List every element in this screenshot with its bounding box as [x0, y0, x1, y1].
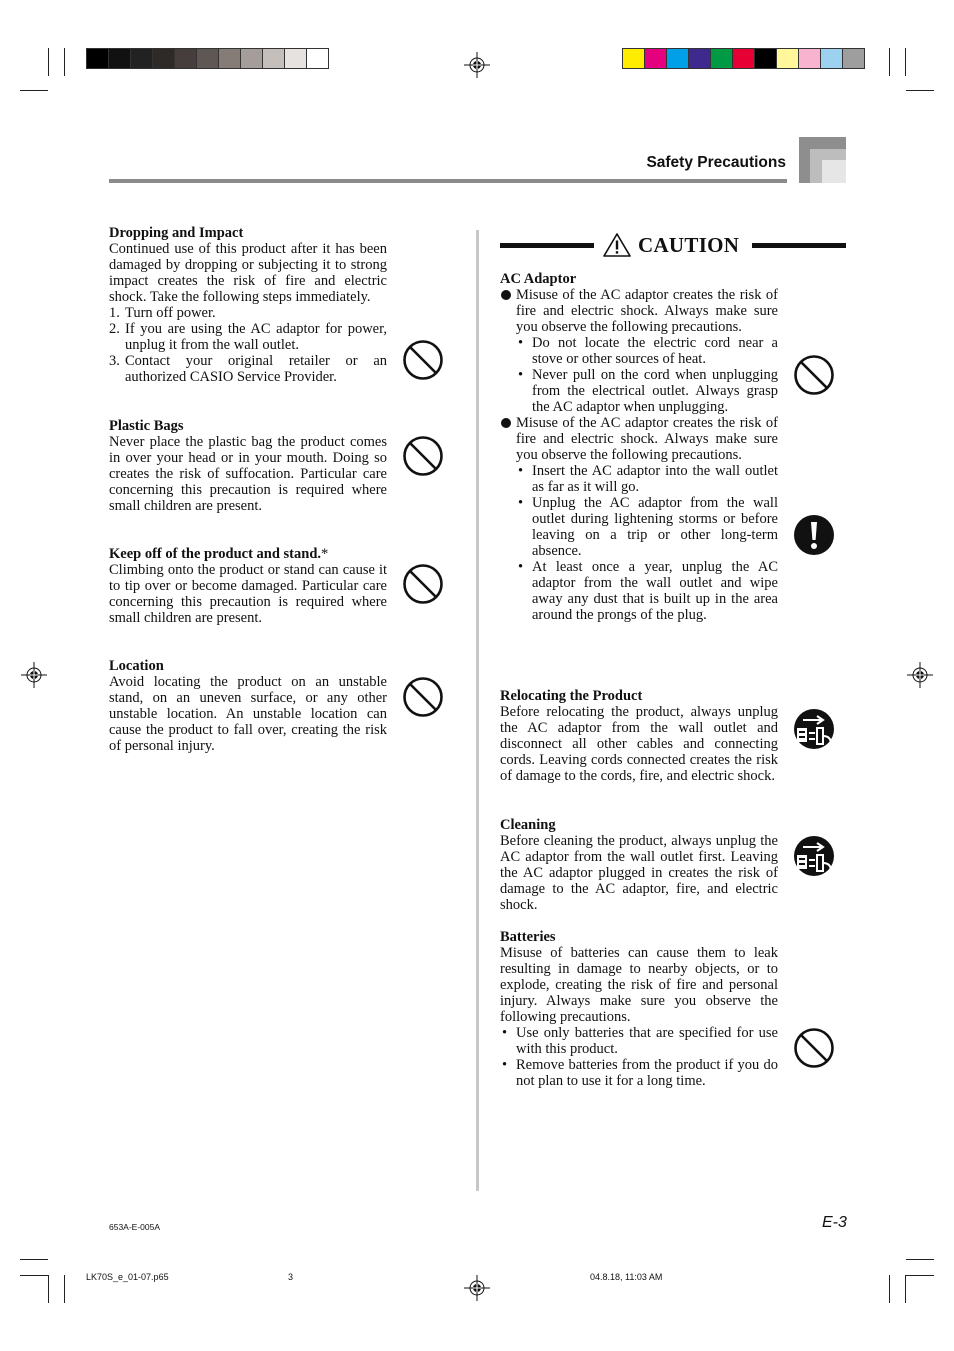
exclamation-icon — [793, 514, 835, 556]
color-swatch — [622, 48, 645, 69]
section-heading: Location — [109, 658, 164, 674]
batteries-list — [500, 1025, 778, 1089]
registration-mark-icon — [21, 662, 47, 688]
color-swatch — [196, 48, 219, 69]
step-number: 1. — [109, 305, 120, 321]
step-number: 2. — [109, 321, 120, 337]
color-swatch — [262, 48, 285, 69]
bullet: • — [518, 559, 524, 575]
document-code: 653A-E-005A — [109, 1222, 161, 1232]
caution-rule-right — [752, 243, 846, 248]
section-body: Climbing onto the product or stand can cause it to tip over or become damaged. Particular care concerning this precaution is required where small children are present. — [109, 562, 387, 626]
color-swatch — [776, 48, 799, 69]
bullet: • — [518, 335, 524, 351]
item-text: Remove batteries from the product if you do not plan to use it for a long time. — [516, 1057, 778, 1089]
list-item — [500, 287, 778, 415]
section-body: Before relocating the product, always unplug the AC adaptor from the wall outlet and disconnect all other cables and connecting cords. Leaving cords connected creates the risk of damage to the cords, fire, and electric shock. — [500, 704, 778, 784]
sub-list — [516, 335, 778, 415]
list-item — [516, 335, 778, 367]
section-heading: AC Adaptor — [500, 271, 577, 287]
section-ac-adaptor — [500, 271, 778, 623]
list-item — [500, 1057, 778, 1089]
heading-text: Keep off of the product and stand. — [109, 546, 322, 562]
list-item — [500, 1025, 778, 1057]
header-rule — [109, 179, 787, 183]
color-swatch — [108, 48, 131, 69]
section-body: Misuse of batteries can cause them to leak resulting in damage to nearby objects, or to explode, creating the risk of fire and personal injury. Always make sure you observe the following precautions. — [500, 945, 778, 1025]
sub-list — [516, 463, 778, 623]
step-text: Contact your original retailer or an authorized CASIO Service Provider. — [125, 353, 387, 385]
color-swatch — [666, 48, 689, 69]
color-bar — [622, 48, 865, 69]
section-dropping — [109, 225, 387, 385]
prohibited-icon — [402, 339, 444, 381]
section-heading — [109, 546, 387, 562]
list-item — [516, 463, 778, 495]
section-heading: Dropping and Impact — [109, 225, 244, 241]
bullet-dot — [501, 418, 511, 428]
list-item — [109, 305, 387, 321]
sub-item-text: Do not locate the electric cord near a stove or other sources of heat. — [532, 335, 778, 367]
section-heading: Batteries — [500, 929, 556, 945]
sub-item-text: Unplug the AC adaptor from the wall outlet during lightening storms or before leaving on a trip or other long-term absence. — [532, 495, 778, 559]
unplug-icon — [793, 835, 835, 877]
section-cleaning — [500, 817, 778, 913]
steps-list — [109, 305, 387, 385]
section-plastic-bags — [109, 418, 387, 514]
color-swatch — [644, 48, 667, 69]
prohibited-icon — [402, 676, 444, 718]
caution-title: CAUTION — [638, 233, 740, 257]
color-swatch — [240, 48, 263, 69]
item-text: Use only batteries that are specified for use with this product. — [516, 1025, 778, 1057]
section-body: Avoid locating the product on an unstable stand, on an uneven surface, or any other unstable location. An unstable location can cause the product to fall over, creating the risk of personal injury. — [109, 674, 387, 754]
bullet: • — [518, 495, 524, 511]
sub-item-text: Never pull on the cord when unplugging from the electrical outlet. Always grasp the AC adaptor when unplugging. — [532, 367, 778, 415]
slug-filename: LK70S_e_01-07.p65 — [86, 1272, 169, 1282]
color-swatch — [152, 48, 175, 69]
step-number: 3. — [109, 353, 120, 369]
color-swatch — [754, 48, 777, 69]
prohibited-icon — [793, 1027, 835, 1069]
bullet: • — [502, 1057, 508, 1073]
color-swatch — [688, 48, 711, 69]
page-number: E-3 — [822, 1214, 847, 1231]
sub-item-text: At least once a year, unplug the AC adaptor from the wall outlet and wipe away any dust that is built up in the area around the prongs of the plug. — [532, 559, 778, 623]
item-text: Misuse of the AC adaptor creates the risk of fire and electric shock. Always make sure you observe the following precautions. — [516, 415, 778, 463]
section-heading: Relocating the Product — [500, 688, 643, 704]
caution-banner — [500, 232, 846, 260]
section-body: Continued use of this product after it has been damaged by dropping or subjecting it to strong impact creates the risk of fire and electric shock. Take the following steps immediately. — [109, 241, 387, 305]
color-swatch — [798, 48, 821, 69]
section-heading: Cleaning — [500, 817, 556, 833]
prohibited-icon — [402, 563, 444, 605]
caution-rule-left — [500, 243, 594, 248]
color-swatch — [820, 48, 843, 69]
step-text: Turn off power. — [125, 305, 216, 321]
color-swatch — [86, 48, 109, 69]
section-body: Before cleaning the product, always unplug the AC adaptor from the wall outlet first. Leaving the AC adaptor plugged in creates the risk of damage to the AC adaptor, fire, and electric shock. — [500, 833, 778, 913]
section-tab-light — [822, 160, 846, 183]
color-swatch — [710, 48, 733, 69]
bullet: • — [518, 463, 524, 479]
section-keep-off — [109, 546, 387, 626]
color-swatch — [732, 48, 755, 69]
bullet: • — [502, 1025, 508, 1041]
registration-mark-icon — [464, 1275, 490, 1301]
section-body: Never place the plastic bag the product comes in over your head or in your mouth. Doing so creates the risk of suffocation. Particular care concerning this precaution is required where small children are present. — [109, 434, 387, 514]
color-swatch — [284, 48, 307, 69]
list-item — [500, 415, 778, 623]
list-item — [516, 559, 778, 623]
color-swatch — [218, 48, 241, 69]
prohibited-icon — [402, 435, 444, 477]
section-location — [109, 658, 387, 754]
slug-datetime: 04.8.18, 11:03 AM — [590, 1272, 663, 1282]
asterisk: * — [321, 546, 329, 562]
color-swatch — [842, 48, 865, 69]
item-text: Misuse of the AC adaptor creates the risk of fire and electric shock. Always make sure you observe the following precautions. — [516, 287, 778, 335]
list-item — [109, 353, 387, 385]
list-item — [516, 367, 778, 415]
color-swatch — [130, 48, 153, 69]
warning-triangle-icon — [603, 233, 631, 257]
bullet: • — [518, 367, 524, 383]
color-swatch — [306, 48, 329, 69]
prohibited-icon — [793, 354, 835, 396]
unplug-icon — [793, 708, 835, 750]
section-relocating — [500, 688, 778, 784]
step-text: If you are using the AC adaptor for power, unplug it from the wall outlet. — [125, 321, 387, 353]
section-batteries — [500, 929, 778, 1089]
page-title: Safety Precautions — [646, 154, 786, 171]
bullet-dot — [501, 290, 511, 300]
column-divider — [476, 230, 479, 1191]
gray-scale-bar — [86, 48, 329, 69]
sub-item-text: Insert the AC adaptor into the wall outlet as far as it will go. — [532, 463, 778, 495]
registration-mark-icon — [907, 662, 933, 688]
list-item — [109, 321, 387, 353]
color-swatch — [174, 48, 197, 69]
registration-mark-icon — [464, 52, 490, 78]
ac-adaptor-list — [500, 287, 778, 623]
slug-sheet: 3 — [288, 1272, 294, 1282]
list-item — [516, 495, 778, 559]
section-heading: Plastic Bags — [109, 418, 184, 434]
